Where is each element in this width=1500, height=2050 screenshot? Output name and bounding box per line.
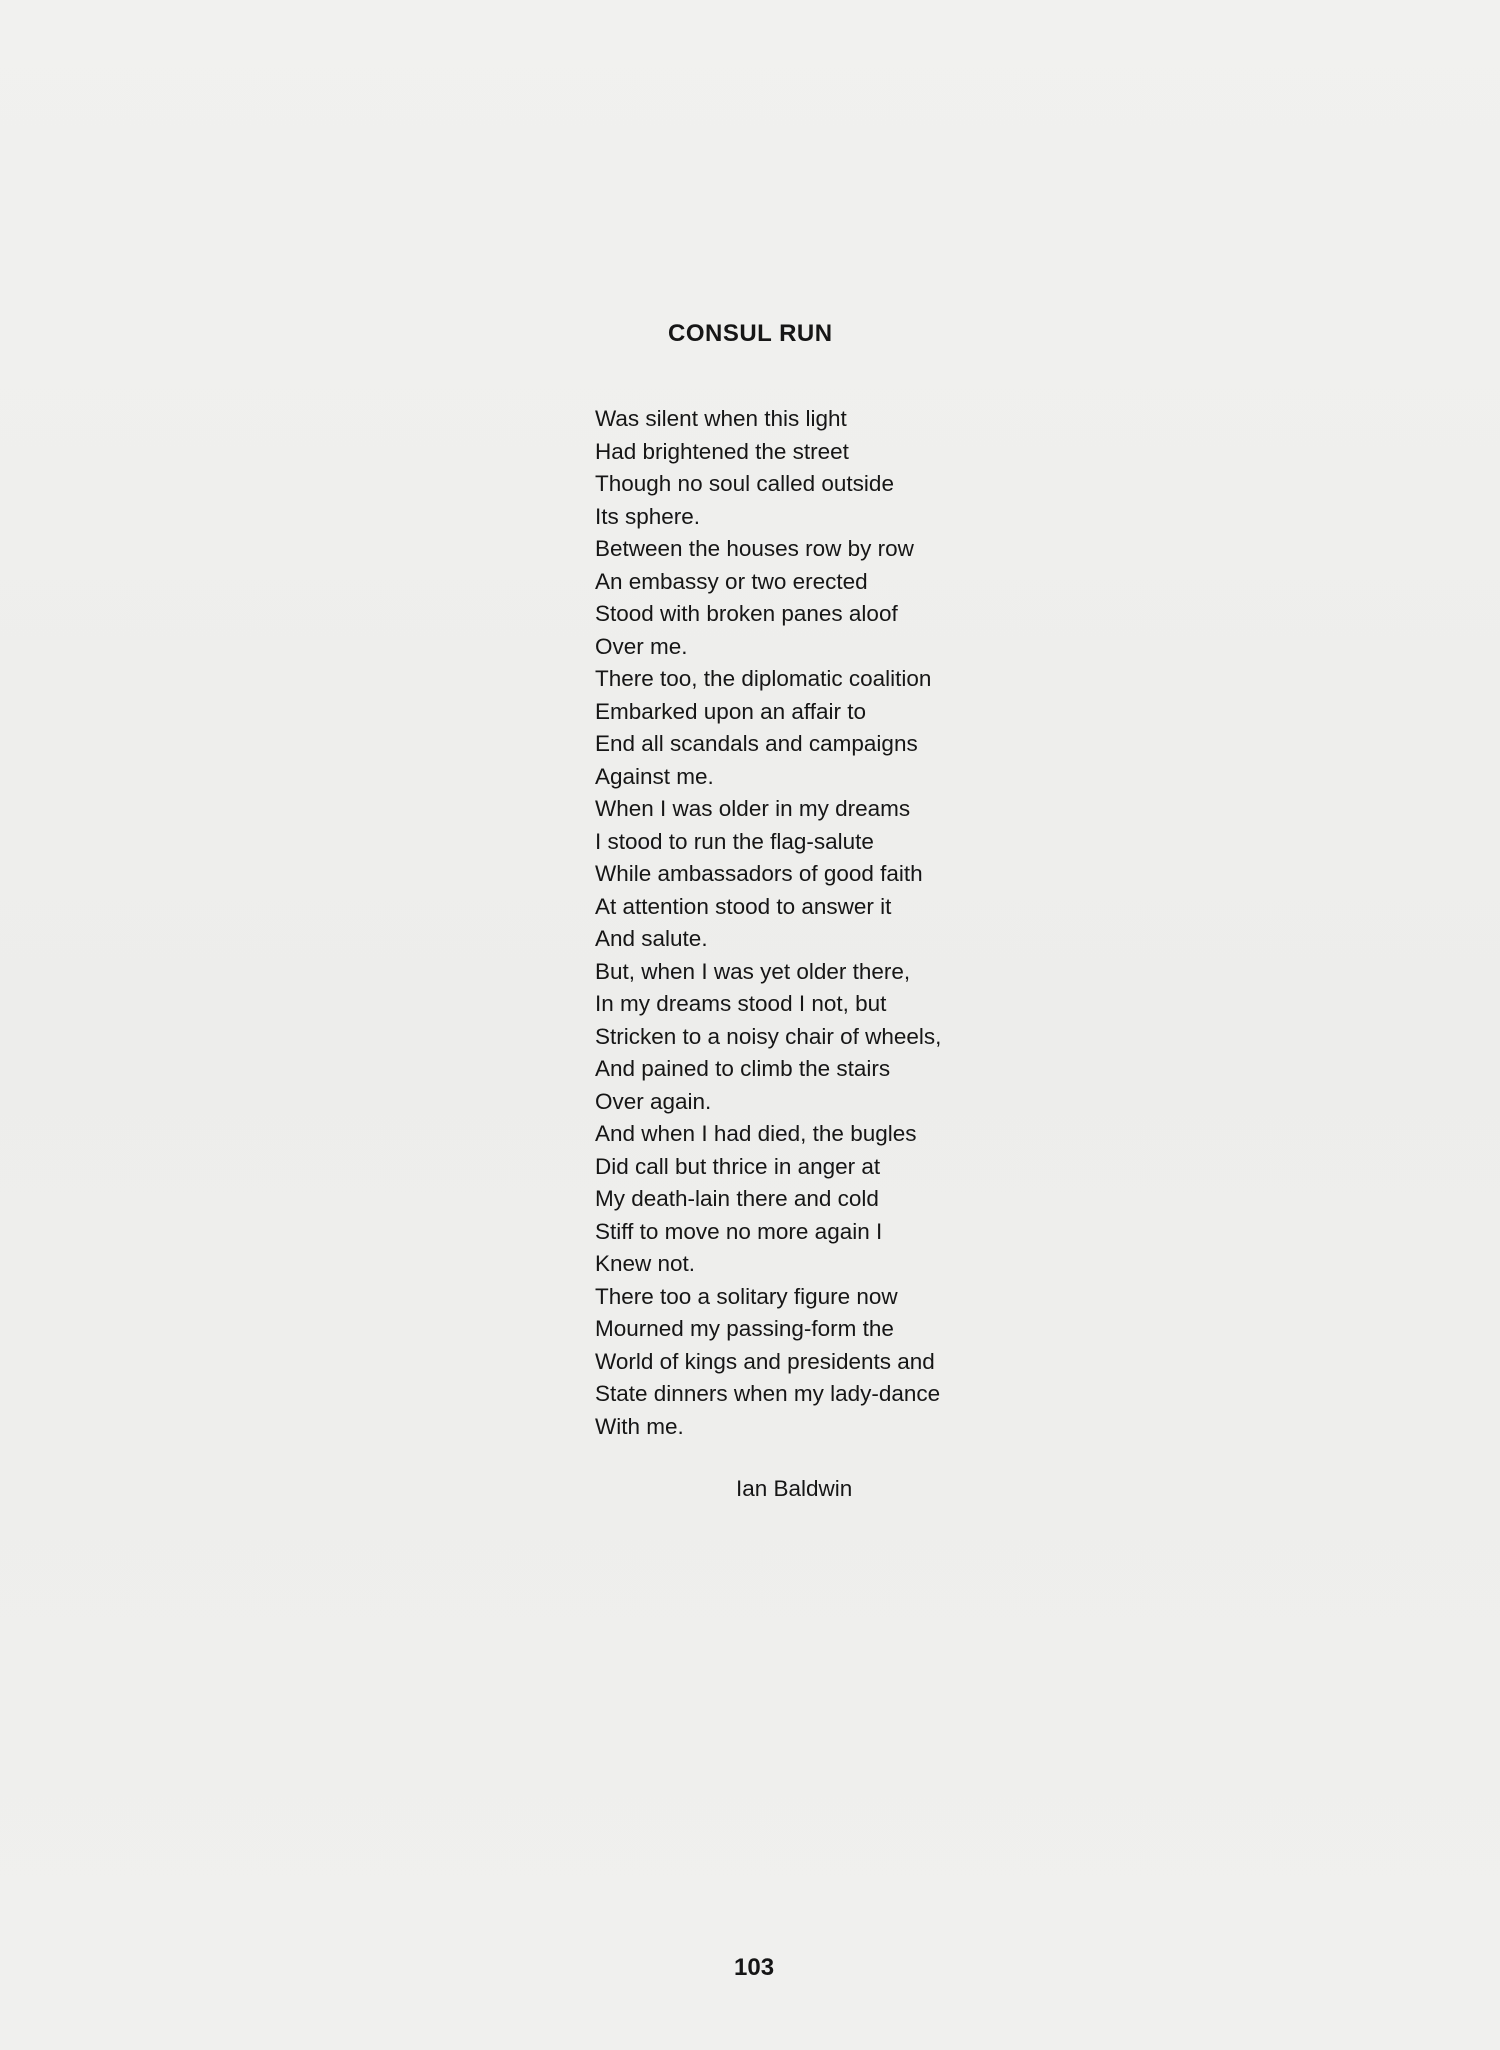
- poem-author: Ian Baldwin: [736, 1476, 853, 1501]
- poem-line: Had brightened the street: [595, 438, 849, 464]
- poem-line: Its sphere.: [595, 503, 701, 529]
- poem-line: At attention stood to answer it: [595, 893, 892, 919]
- poem-title: CONSUL RUN: [668, 320, 833, 347]
- poem-line: My death-lain there and cold: [595, 1186, 879, 1211]
- poem-line: State dinners when my lady-dance: [595, 1381, 941, 1406]
- poem-line: In my dreams stood I not, but: [595, 991, 887, 1016]
- poem-line: But, when I was yet older there,: [595, 958, 911, 984]
- poem-line: End all scandals and campaigns: [595, 731, 918, 756]
- page-number: 103: [734, 1954, 775, 1981]
- poem-line: Between the houses row by row: [595, 536, 914, 561]
- poem-line: There too a solitary figure now: [595, 1283, 898, 1309]
- poem-line: With me.: [595, 1413, 684, 1439]
- poem-line: World of kings and presidents and: [595, 1348, 935, 1374]
- poem-line: Knew not.: [595, 1251, 696, 1276]
- poem-line: There too, the diplomatic coalition: [595, 666, 932, 691]
- poem-line: Stricken to a noisy chair of wheels,: [595, 1023, 942, 1049]
- poem-line: Against me.: [595, 763, 714, 789]
- poem-line: Over again.: [595, 1088, 712, 1114]
- poem-line: Did call but thrice in anger at: [595, 1153, 881, 1179]
- poem-line: And salute.: [595, 926, 708, 951]
- poem-line: An embassy or two erected: [595, 568, 868, 594]
- poem-line: And pained to climb the stairs: [595, 1056, 891, 1081]
- poem-line: Was silent when this light: [595, 406, 847, 431]
- poem-line: While ambassadors of good faith: [595, 861, 923, 886]
- poem-line: Over me.: [595, 633, 688, 659]
- poem-line: Mourned my passing-form the: [595, 1316, 894, 1341]
- poem-line: And when I had died, the bugles: [595, 1121, 917, 1146]
- poem-line: Embarked upon an affair to: [595, 698, 867, 724]
- poem-line: Stood with broken panes aloof: [595, 601, 898, 626]
- poem-line: I stood to run the flag-salute: [595, 828, 874, 854]
- poem-line: Stiff to move no more again I: [595, 1218, 883, 1244]
- poem-line: Though no soul called outside: [595, 471, 894, 496]
- poem-line: When I was older in my dreams: [595, 796, 911, 821]
- poem-body: [595, 403, 1015, 1443]
